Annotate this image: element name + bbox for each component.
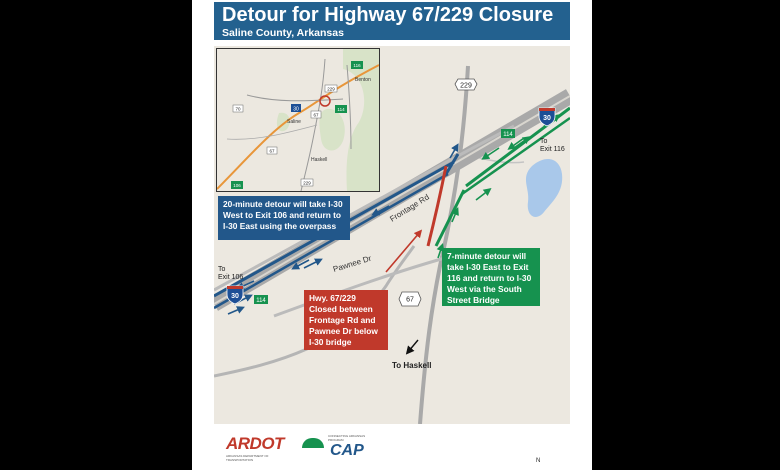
shield-229-label: 229 xyxy=(460,82,472,90)
east-detour-callout: 7-minute detour will take I-30 East to Exit 116 and return to I-30 West via the South Street Bridge xyxy=(442,248,540,306)
north-label: N xyxy=(536,458,541,464)
inset-place-haskell: Haskell xyxy=(311,157,328,163)
svg-text:116: 116 xyxy=(353,63,361,68)
cap-logo: CONNECTING ARKANSAS PROGRAM CAP xyxy=(302,432,372,462)
inset-70-icon xyxy=(233,105,243,112)
svg-text:229: 229 xyxy=(327,86,335,92)
inset-229-icon xyxy=(325,85,337,92)
inset-229b-icon xyxy=(301,179,313,186)
detour-flyer xyxy=(192,0,592,470)
ardot-logo: ARDOT ARKANSAS DEPARTMENT OF TRANSPORTATION xyxy=(226,434,284,462)
cap-arc-icon xyxy=(302,438,324,448)
svg-text:30: 30 xyxy=(293,106,299,113)
inset-116-icon xyxy=(351,61,363,69)
svg-text:67: 67 xyxy=(269,148,275,154)
inset-i30-icon xyxy=(291,104,301,113)
page-title: Detour for Highway 67/229 Closure xyxy=(222,4,554,26)
inset-map-graphic xyxy=(217,49,379,191)
exit-114-west-label: 114 xyxy=(256,298,266,304)
page-subtitle: Saline County, Arkansas xyxy=(222,27,344,39)
to-exit-106-label: To Exit 106 xyxy=(218,266,244,281)
footer xyxy=(214,424,570,470)
i30-west-label: 30 xyxy=(231,293,239,300)
svg-text:229: 229 xyxy=(303,180,311,186)
inset-67b-icon xyxy=(267,147,277,154)
exit-114-west-icon xyxy=(254,295,268,304)
i30-east-label: 30 xyxy=(543,115,551,122)
title-banner xyxy=(214,2,570,40)
inset-67-icon xyxy=(311,111,321,118)
svg-text:67: 67 xyxy=(313,112,319,118)
svg-text:106: 106 xyxy=(233,183,241,188)
to-haskell-label: To Haskell xyxy=(392,361,432,370)
to-exit-116-label: To Exit 116 xyxy=(540,138,565,153)
inset-place-benton: Benton xyxy=(355,77,371,83)
shield-67-icon xyxy=(399,292,421,306)
inset-114-icon xyxy=(335,105,347,113)
svg-text:70: 70 xyxy=(235,106,241,112)
shield-67-label: 67 xyxy=(406,296,414,304)
detour-map xyxy=(214,46,570,424)
exit-114-east-icon xyxy=(501,129,515,138)
west-detour-callout: 20-minute detour will take I-30 West to Exit 106 and return to I-30 East using the overpass xyxy=(218,196,350,240)
closure-callout: Hwy. 67/229 Closed between Frontage Rd and Pawnee Dr below I-30 bridge xyxy=(304,290,388,350)
inset-106-icon xyxy=(231,181,243,189)
inset-place-saline: Saline xyxy=(287,119,301,125)
frontage-road-label: Frontage Rd xyxy=(388,192,431,224)
shield-229-icon xyxy=(455,79,477,90)
exit-114-east-label: 114 xyxy=(503,132,513,138)
pawnee-road-label: Pawnee Dr xyxy=(331,253,373,274)
svg-text:114: 114 xyxy=(337,107,345,112)
inset-map xyxy=(216,48,380,192)
